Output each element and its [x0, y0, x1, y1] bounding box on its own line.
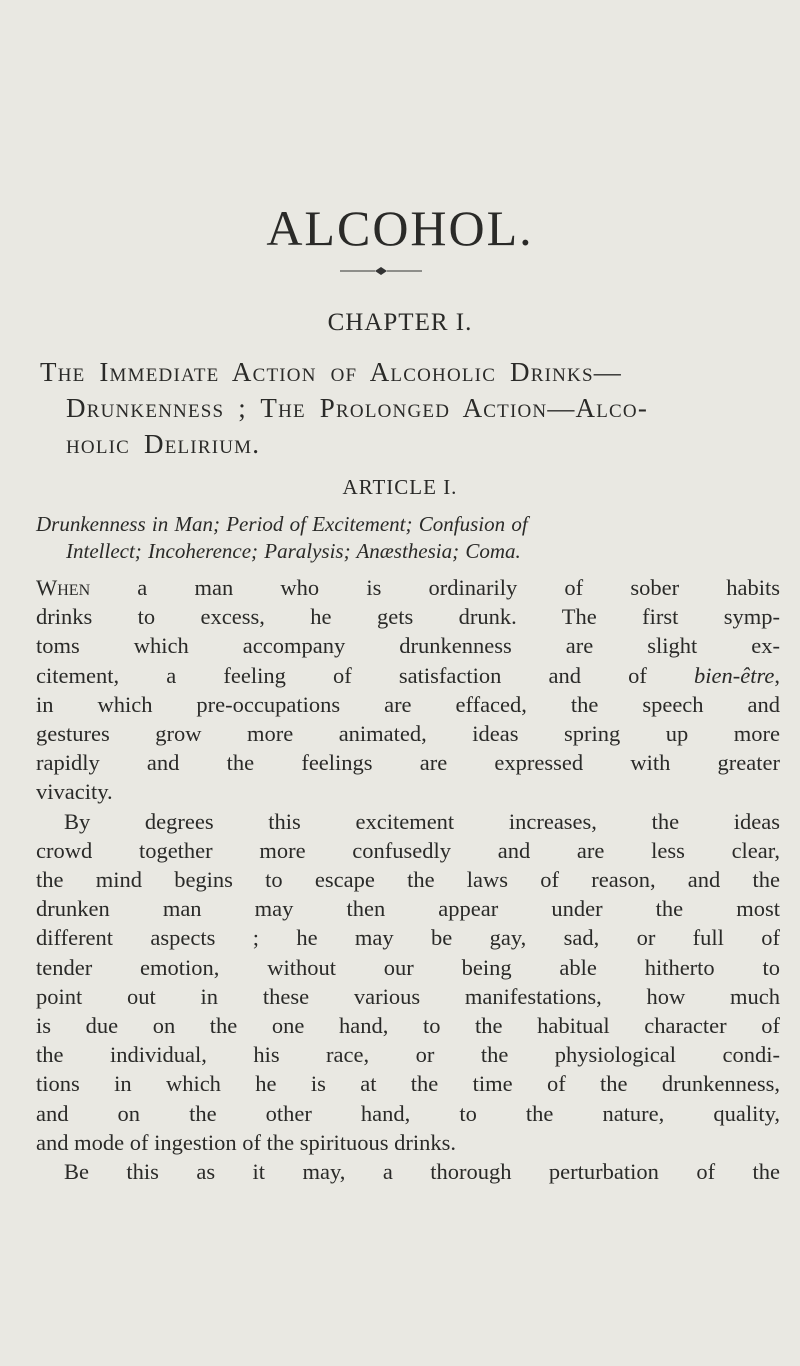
- synopsis-line: Intellect; Incoherence; Paralysis; Anæsthesia; Coma.: [66, 539, 521, 563]
- text-line: toms which accompany drunkenness are slight ex-: [36, 633, 780, 659]
- text-line: citement, a feeling of satisfaction and of bien-être,: [36, 662, 780, 688]
- text-line: in which pre-occupations are effaced, the speech and: [36, 691, 780, 717]
- text-line: By degrees this excitement increases, the ideas: [64, 808, 780, 834]
- chapter-heading-line: The Immediate Action of Alcoholic Drinks—: [40, 357, 622, 387]
- text-line: drinks to excess, he gets drunk. The first symp-: [36, 604, 780, 630]
- article-number: ARTICLE I.: [342, 475, 458, 499]
- text-line: drunken man may then appear under the most: [36, 896, 780, 922]
- text-line: the mind begins to escape the laws of reason, and the: [36, 867, 780, 893]
- text-line: the individual, his race, or the physiological condi-: [36, 1042, 780, 1068]
- chapter-number: CHAPTER I.: [327, 309, 473, 336]
- chapter-heading-line: holic Delirium.: [66, 429, 261, 459]
- synopsis-line: Drunkenness in Man; Period of Excitement; Confusion of: [36, 512, 528, 536]
- text-line: point out in these various manifestations, how much: [36, 983, 780, 1009]
- diamond-rule-ornament: [340, 266, 422, 276]
- text-line: Be this as it may, a thorough perturbation of the: [64, 1159, 780, 1185]
- text-line: rapidly and the feelings are expressed with greater: [36, 750, 780, 776]
- text-line: vivacity.: [36, 779, 113, 805]
- chapter-heading: [40, 354, 780, 462]
- text-line: is due on the one hand, to the habitual character of: [36, 1013, 780, 1039]
- text-line: When a man who is ordinarily of sober habits: [36, 575, 780, 600]
- text-line: different aspects ; he may be gay, sad, or full of: [36, 925, 780, 951]
- drop-word: When: [36, 575, 91, 600]
- text-line: tender emotion, without our being able hitherto to: [36, 954, 780, 980]
- text-line: and mode of ingestion of the spirituous drinks.: [36, 1129, 456, 1155]
- text-line: and on the other hand, to the nature, quality,: [36, 1100, 780, 1126]
- body-text: [36, 573, 780, 1186]
- text-line: gestures grow more animated, ideas spring up more: [36, 721, 780, 747]
- text-line: crowd together more confusedly and are less clear,: [36, 837, 780, 863]
- article-synopsis: [36, 511, 780, 565]
- chapter-heading-line: Drunkenness ; The Prolonged Action—Alco-: [66, 393, 649, 423]
- text-line: tions in which he is at the time of the drunkenness,: [36, 1071, 780, 1097]
- book-title: ALCOHOL.: [266, 200, 534, 256]
